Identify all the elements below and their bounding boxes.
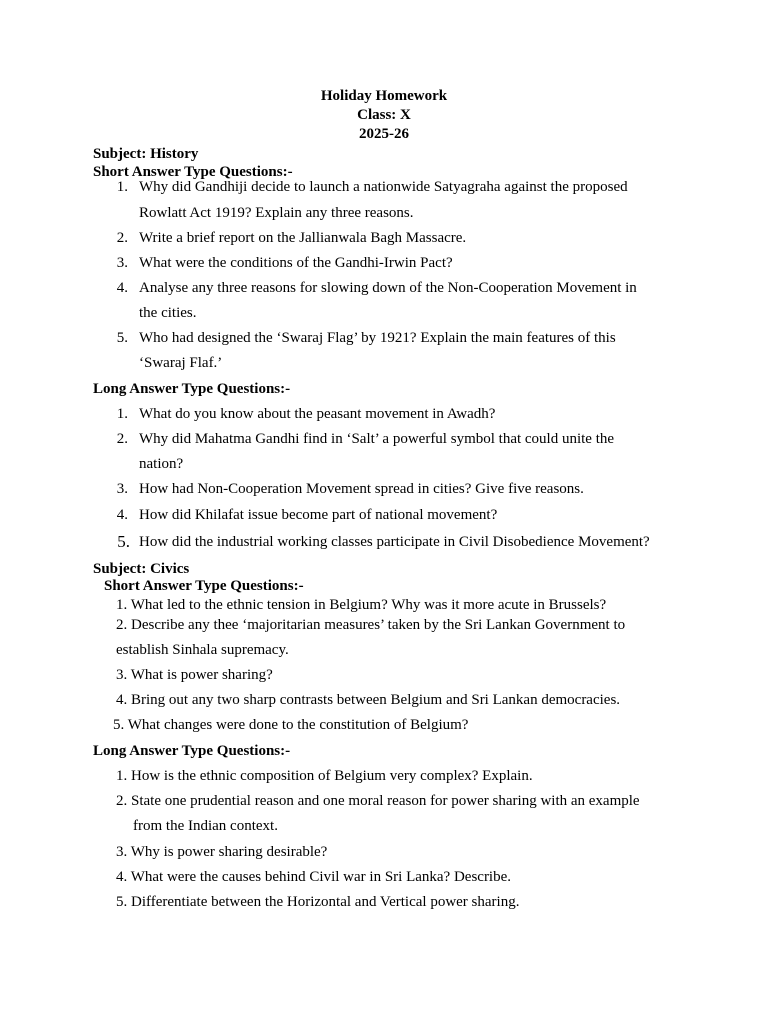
question-text: the cities. <box>139 305 197 321</box>
civics-long-answer-heading: Long Answer Type Questions:- <box>93 743 291 759</box>
question-text: Write a brief report on the Jallianwala Bagh Massacre. <box>139 230 467 246</box>
question-text: Analyse any three reasons for slowing down of the Non-Cooperation Movement in <box>139 280 637 296</box>
class-line: Class: X <box>357 107 411 123</box>
session-year: 2025-26 <box>359 126 409 142</box>
question-text: from the Indian context. <box>133 818 278 834</box>
question-text: 1. How is the ethnic composition of Belgium very complex? Explain. <box>116 768 533 784</box>
question-number: 5. <box>116 330 128 346</box>
question-number: 2. <box>116 431 128 447</box>
question-text: How had Non-Cooperation Movement spread in cities? Give five reasons. <box>139 481 584 497</box>
question-text: How did the industrial working classes participate in Civil Disobedience Movement? <box>139 534 650 550</box>
question-number: 5. <box>117 532 130 551</box>
civics-short-answer-heading: Short Answer Type Questions:- <box>104 578 304 594</box>
question-text: ‘Swaraj Flaf.’ <box>139 355 223 371</box>
question-text: What do you know about the peasant movement in Awadh? <box>139 406 496 422</box>
history-short-answer-heading: Short Answer Type Questions:- <box>93 164 293 180</box>
question-number: 3. <box>116 481 128 497</box>
question-number: 1. <box>116 406 128 422</box>
question-text: 2. State one prudential reason and one moral reason for power sharing with an example <box>116 793 640 809</box>
document-title: Holiday Homework <box>320 88 448 104</box>
question-text: 3. What is power sharing? <box>116 667 273 683</box>
question-text: 2. Describe any thee ‘majoritarian measures’ taken by the Sri Lankan Government to <box>116 617 626 633</box>
question-number: 1. <box>116 179 128 195</box>
question-text: How did Khilafat issue become part of national movement? <box>139 507 498 523</box>
question-text: Who had designed the ‘Swaraj Flag’ by 1921? Explain the main features of this <box>139 330 616 346</box>
question-number: 4. <box>116 507 128 523</box>
question-text: What were the conditions of the Gandhi-Irwin Pact? <box>139 255 453 271</box>
question-text: establish Sinhala supremacy. <box>116 642 289 658</box>
question-text: 1. What led to the ethnic tension in Belgium? Why was it more acute in Brussels? <box>116 597 607 613</box>
question-text: Why did Gandhiji decide to launch a nationwide Satyagraha against the proposed <box>139 179 628 195</box>
question-number: 3. <box>116 255 128 271</box>
history-long-answer-heading: Long Answer Type Questions:- <box>93 381 291 397</box>
history-subject-heading: Subject: History <box>93 146 199 162</box>
question-text: 5. Differentiate between the Horizontal and Vertical power sharing. <box>116 894 520 910</box>
civics-subject-heading: Subject: Civics <box>93 561 190 577</box>
question-number: 2. <box>116 230 128 246</box>
question-text: Rowlatt Act 1919? Explain any three reasons. <box>139 205 414 221</box>
question-text: 3. Why is power sharing desirable? <box>116 844 328 860</box>
question-text: Why did Mahatma Gandhi find in ‘Salt’ a powerful symbol that could unite the <box>139 431 615 447</box>
question-text: 4. Bring out any two sharp contrasts between Belgium and Sri Lankan democracies. <box>116 692 621 708</box>
question-text: 4. What were the causes behind Civil war in Sri Lanka? Describe. <box>116 869 512 885</box>
question-text: 5. What changes were done to the constitution of Belgium? <box>113 717 469 733</box>
question-text: nation? <box>139 456 184 472</box>
question-number: 4. <box>116 280 128 296</box>
